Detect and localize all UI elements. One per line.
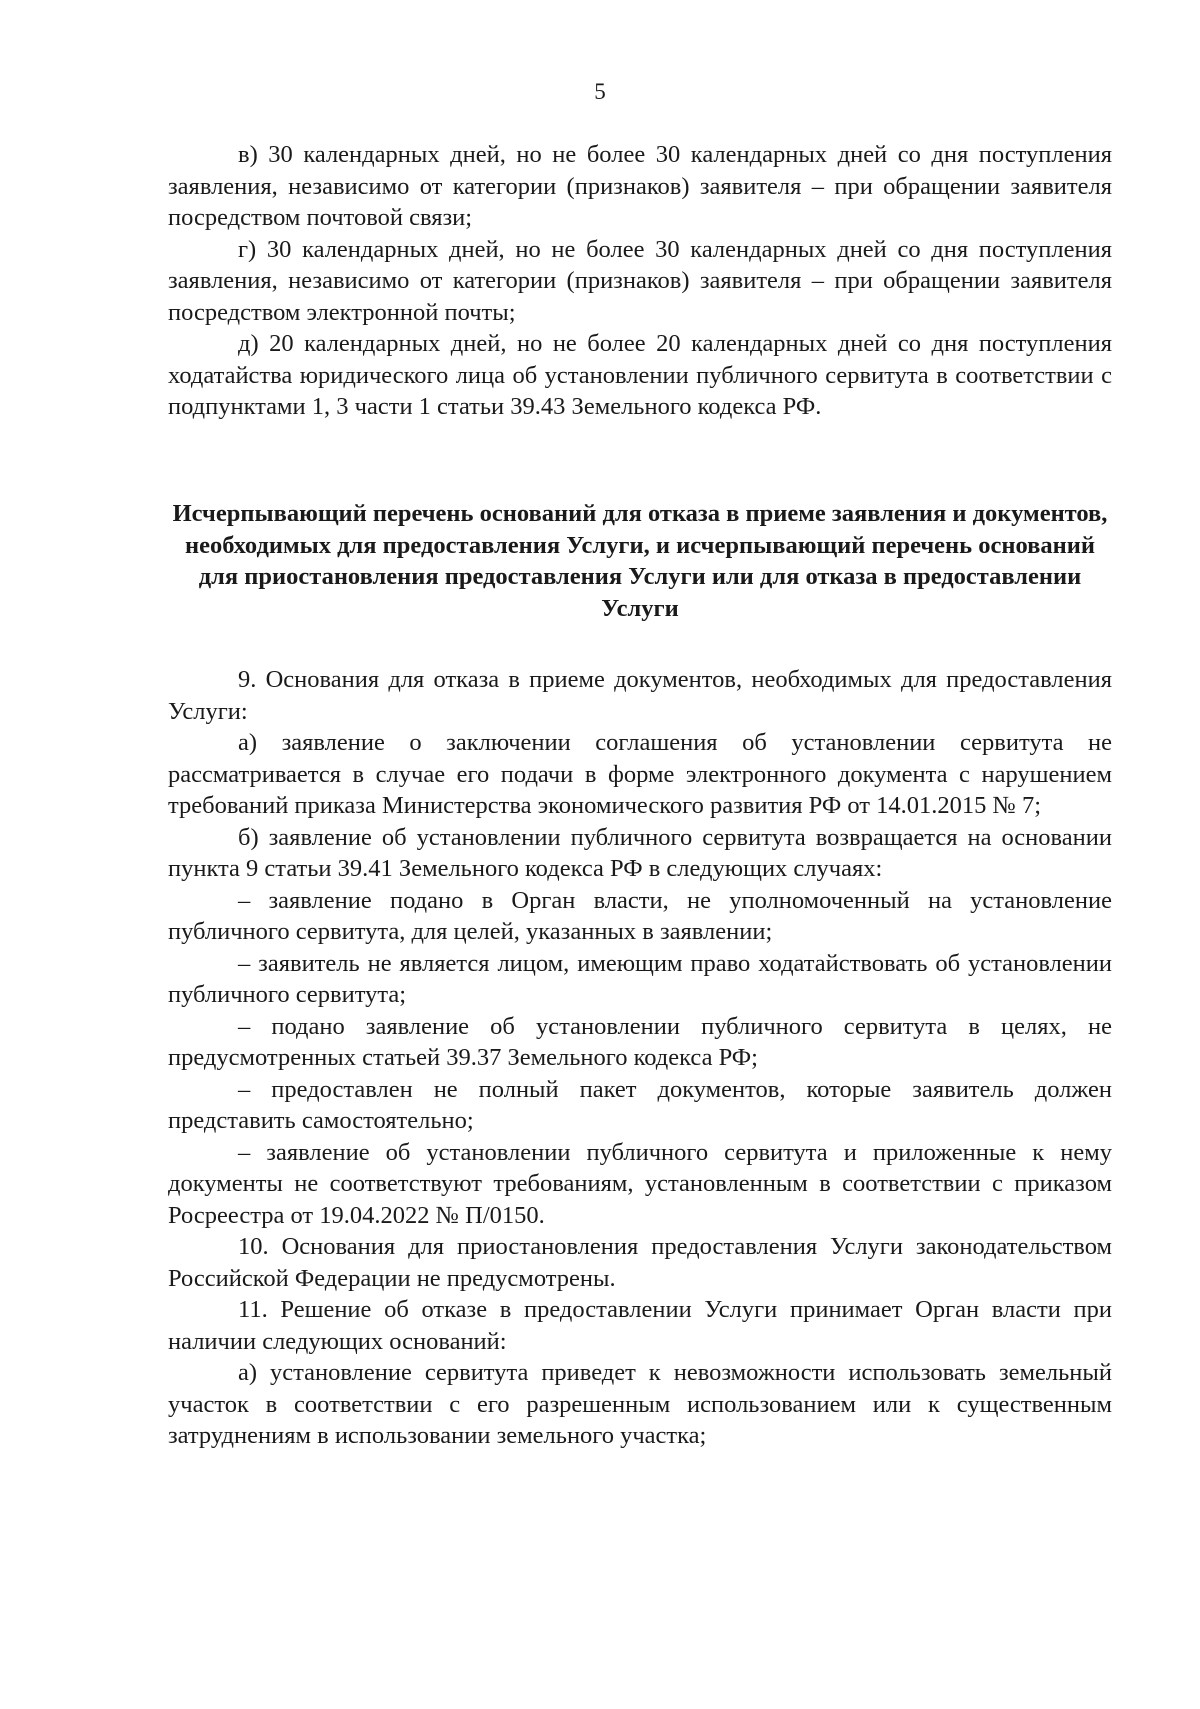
- bullet-item: – заявление подано в Орган власти, не уполномоченный на установление публичного сервитута, для целей, указанных в заявлении;: [168, 886, 1112, 945]
- bullet-item: – заявитель не является лицом, имеющим право ходатайствовать об установлении публичного сервитута;: [168, 949, 1112, 1008]
- paragraph-item-g: г) 30 календарных дней, но не более 30 календарных дней со дня поступления заявления, независимо от категории (признаков) заявителя – при обращении заявителя посредством электронной почты;: [168, 235, 1112, 326]
- paragraph-10: 10. Основания для приостановления предоставления Услуги законодательством Российской Федерации не предусмотрены.: [168, 1233, 1112, 1292]
- section-heading-block: [168, 498, 1112, 624]
- paragraph-11-a: а) установление сервитута приведет к невозможности использовать земельный участок в соответствии с его разрешенным использованием или к существенным затруднениям в использовании земельного участка;: [168, 1359, 1112, 1449]
- bullet-item: – заявление об установлении публичного сервитута и приложенные к нему документы не соответствуют требованиям, установленным в соответствии с приказом Росреестра от 19.04.2022 № П/0150.: [168, 1138, 1112, 1229]
- paragraph-11: 11. Решение об отказе в предоставлении Услуги принимает Орган власти при наличии следующих оснований:: [168, 1296, 1112, 1355]
- bullet-item: – предоставлен не полный пакет документов, которые заявитель должен представить самостоятельно;: [168, 1075, 1112, 1134]
- paragraph-9-b: б) заявление об установлении публичного сервитута возвращается на основании пункта 9 статьи 39.41 Земельного кодекса РФ в следующих случаях:: [168, 823, 1112, 882]
- page-number: 5: [594, 79, 606, 104]
- paragraph-item-d: д) 20 календарных дней, но не более 20 календарных дней со дня поступления ходатайства юридического лица об установлении публичного сервитута в соответствии с подпунктами 1, 3 части 1 статьи 39.43 Земельного кодекса РФ.: [168, 330, 1112, 420]
- section-heading: Исчерпывающий перечень оснований для отказа в приеме заявления и документов, необходимых для предоставления Услуги, и исчерпывающий перечень оснований для приостановления предоставления Услуги или для отказа в предоставлении Услуги: [172, 500, 1108, 622]
- intro-paragraphs: [168, 139, 1112, 423]
- paragraph-9-a: а) заявление о заключении соглашения об установлении сервитута не рассматривается в случае его подачи в форме электронного документа с нарушением требований приказа Министерства экономического развития РФ от 14.01.2015 № 7;: [168, 729, 1112, 819]
- paragraph-item-v: в) 30 календарных дней, но не более 30 календарных дней со дня поступления заявления, независимо от категории (признаков) заявителя – при обращении заявителя посредством почтовой связи;: [168, 141, 1112, 231]
- paragraph-9: 9. Основания для отказа в приеме документов, необходимых для предоставления Услуги:: [168, 666, 1112, 725]
- main-paragraphs: [168, 664, 1112, 1452]
- bullet-item: – подано заявление об установлении публичного сервитута в целях, не предусмотренных статьей 39.37 Земельного кодекса РФ;: [168, 1012, 1112, 1071]
